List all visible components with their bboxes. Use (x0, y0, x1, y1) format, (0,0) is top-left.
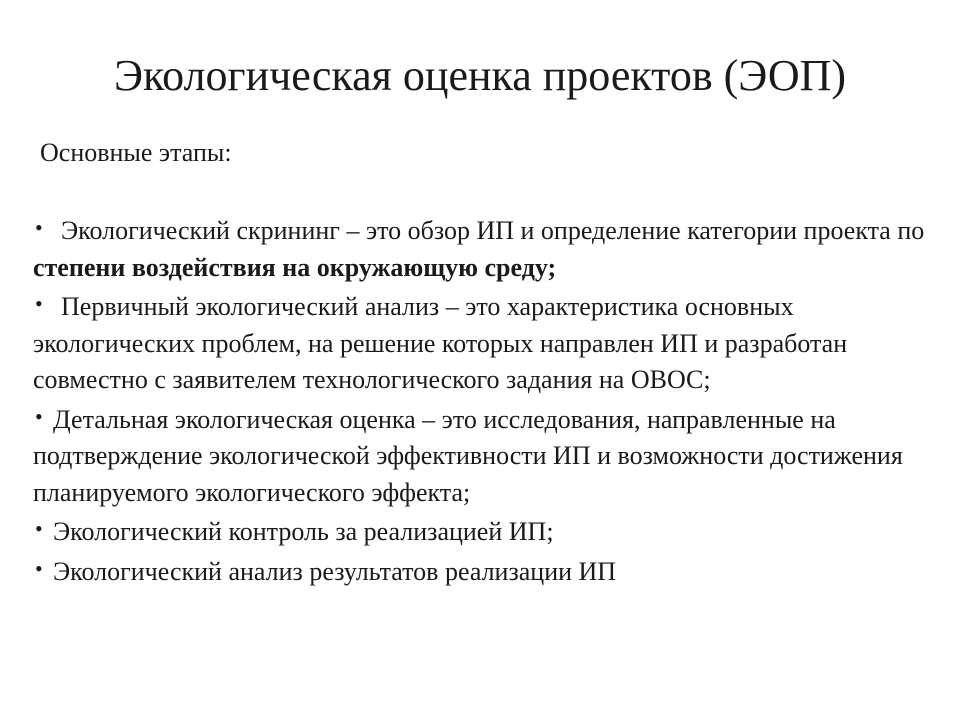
stage-text: Экологический анализ результатов реализации ИП (53, 556, 617, 586)
bullet-icon: • (35, 403, 43, 429)
stage-item-primary-analysis (33, 286, 928, 399)
stage-text: Детальная экологическая оценка – это исследования, направленные на подтверждение экологической эффективности ИП и возможности достижения планируемого экологического эффекта; (33, 404, 903, 507)
stage-text: Экологический контроль за реализацией ИП; (53, 517, 554, 546)
stage-item-detailed-assessment (33, 399, 928, 512)
stage-item-control (33, 511, 928, 551)
slide-subtitle: Основные этапы: (40, 138, 232, 167)
stage-text-bold: степени воздействия на окружающую среду; (33, 252, 557, 282)
bullet-icon: • (35, 291, 43, 316)
bullet-icon: • (35, 555, 43, 581)
stage-item-results-analysis (33, 551, 928, 591)
bullet-icon: • (35, 215, 43, 240)
stage-text: Экологический скрининг – это обзор ИП и определение категории проекта по (61, 216, 925, 245)
stage-item-screening (33, 210, 928, 286)
stage-text: Первичный экологический анализ – это характеристика основных экологических проблем, на решение которых направлен ИП и разработан совместно с заявителем технологического задания на ОВОС; (33, 292, 848, 394)
stages-list (33, 210, 928, 590)
slide-title: Экологическая оценка проектов (ЭОП) (113, 51, 847, 100)
bullet-icon: • (35, 516, 43, 541)
